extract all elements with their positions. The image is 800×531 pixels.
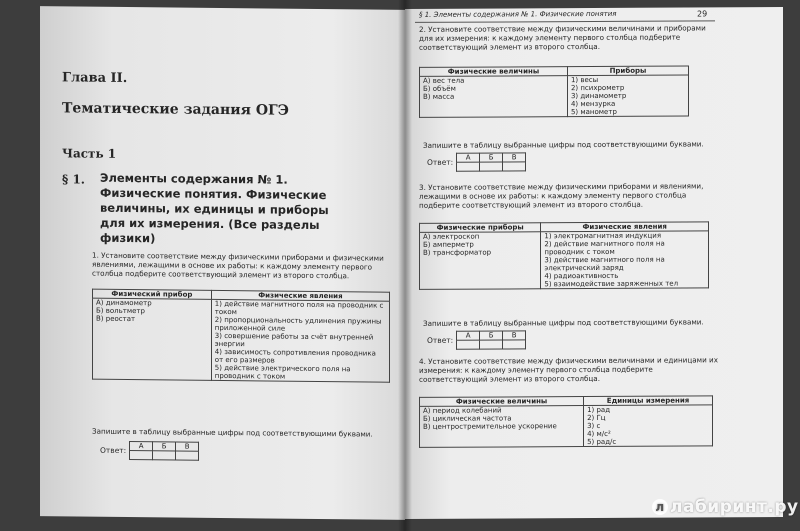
task-1-col2 [211, 299, 389, 382]
table-cell: 4) радиоактивность [544, 271, 619, 281]
task-2-text: 2. Установите соответствие между физическими величинами и приборами для их измерения: к каждому элементу первого столбца подберите соответствующий элемент из второго столбца. [419, 23, 706, 52]
task-1-table [92, 289, 390, 383]
table-cell: В) масса [423, 92, 455, 101]
task-4-col2 [584, 405, 713, 447]
part-heading: Часть 1 [62, 146, 117, 161]
answer-label: Ответ: [427, 335, 454, 345]
table-cell: 1) весы [570, 75, 599, 85]
answer-cell [480, 340, 503, 349]
table-cell: Б) циклическая частота [423, 414, 512, 423]
answer-cell [480, 162, 503, 171]
right-page [405, 7, 783, 519]
answer-grid [456, 152, 526, 171]
task-2-col1 [420, 76, 568, 118]
answer-letter: В [503, 331, 526, 340]
watermark [652, 497, 799, 517]
task-1-col1-header: Физический прибор [93, 289, 212, 299]
task-2-instruction: Запишите в таблицу выбранные цифры под соответствующими буквами. [423, 139, 704, 150]
running-header: § 1. Элементы содержания № 1. Физические понятия [419, 9, 617, 19]
answer-grid [456, 330, 526, 349]
answer-cell [457, 162, 480, 171]
page-number: 29 [697, 9, 708, 19]
task-3-col1 [420, 232, 541, 290]
task-3-col2 [541, 231, 709, 289]
section-number: § 1. [62, 172, 85, 187]
chapter-heading: Глава II. [62, 70, 128, 87]
answer-label: Ответ: [427, 157, 454, 167]
task-3-instruction: Запишите в таблицу выбранные цифры под соответствующими буквами. [423, 317, 704, 328]
table-cell: 2) действие магнитного поля на проводник с током [544, 239, 665, 257]
table-cell: 1) действие магнитного поля на проводник с током [214, 299, 384, 317]
task-4-text: 4. Установите соответствие между физическими величинами и единицами их измерения: к каждому элементу первого столбца подберите соответствующий элемент из второго столбца. [419, 355, 718, 384]
table-cell: 2) Гц [587, 413, 606, 423]
table-cell: 1) рад [587, 405, 611, 415]
answer-cell [503, 162, 526, 171]
answer-letter: А [457, 331, 480, 340]
table-cell: 5) взаимодействие заряженных тел [544, 279, 679, 289]
table-cell: В) реостат [96, 314, 136, 324]
left-page [40, 6, 405, 520]
table-cell: 3) действие магнитного поля на электрический заряд [544, 255, 665, 273]
book-spine-shadow [398, 0, 412, 531]
table-cell: 5) рад/с [587, 437, 617, 447]
task-3-table [419, 221, 709, 290]
task-2-table [419, 66, 689, 118]
table-cell: Б) вольтметр [96, 306, 145, 316]
table-cell: А) вес тела [423, 76, 465, 85]
answer-letter: В [176, 442, 199, 451]
table-cell: 4) м/с² [587, 429, 611, 439]
table-cell: В) трансформатор [423, 248, 492, 257]
task-3-answer [427, 330, 526, 350]
table-cell: Б) амперметр [423, 240, 474, 249]
task-2-col1-header: Физические величины [420, 67, 568, 77]
task-4-col2-header: Единицы измерения [584, 396, 713, 406]
table-cell: 5) действие электрического поля на проводник с током [214, 363, 351, 381]
table-cell: Б) объём [423, 84, 456, 93]
table-cell: 4) зависимость сопротивления проводника от его размеров [214, 347, 376, 365]
table-cell: 5) манометр [570, 107, 617, 117]
answer-label: Ответ: [100, 445, 127, 455]
answer-cell [153, 451, 176, 460]
table-cell: 2) психрометр [570, 83, 625, 93]
chapter-title: Тематические задания ОГЭ [62, 100, 289, 119]
task-2-answer [427, 152, 526, 172]
table-cell: 1) электромагнитная индукция [544, 231, 662, 241]
task-3-col2-header: Физические явления [541, 222, 709, 232]
answer-letter: Б [153, 442, 176, 451]
answer-letter: А [130, 442, 153, 451]
labirint-logo-icon: л [652, 499, 668, 515]
watermark-text: лабиринт.ру [670, 497, 799, 517]
table-cell: 2) пропорциональность удлинения пружины приложенной силе [214, 315, 382, 333]
answer-letter: Б [480, 153, 503, 162]
task-1-text: 1. Установите соответствие между физическими приборами и физическими явлениями, лежащими в основе их работы: к каждому элементу первого столбца подберите соответствующий элемент из второго столбца. [92, 250, 384, 281]
task-1-col1 [93, 298, 212, 380]
table-cell: А) период колебаний [423, 406, 502, 415]
task-1-instruction: Запишите в таблицу выбранные цифры под соответствующими буквами. [92, 426, 373, 439]
task-2-col2 [567, 75, 688, 117]
answer-cell [503, 340, 526, 349]
answer-cell [176, 451, 199, 460]
table-cell: А) динамометр [96, 298, 152, 308]
table-cell: В) центростремительное ускорение [423, 422, 557, 431]
table-cell: 3) совершение работы за счёт внутренней энергии [214, 331, 374, 349]
answer-letter: Б [480, 331, 503, 340]
table-cell: 3) динамометр [570, 91, 627, 101]
task-4-col1-header: Физические величины [420, 397, 584, 407]
task-1-answer [100, 441, 199, 461]
answer-grid [129, 441, 199, 461]
task-3-col1-header: Физические приборы [420, 223, 541, 233]
answer-letter: В [503, 153, 526, 162]
answer-cell [130, 451, 153, 460]
table-cell: 4) мензурка [570, 99, 616, 109]
header-rule [415, 20, 715, 23]
task-4-col1 [420, 406, 584, 448]
task-4-table [419, 395, 713, 448]
task-3-text: 3. Установите соответствие между физическими приборами и явлениями, лежащими в основе их работы: к каждому элементу первого столбца подберите соответствующий элемент из второго столбца. [419, 181, 704, 210]
answer-cell [457, 340, 480, 349]
table-cell: 3) с [587, 421, 601, 431]
table-cell: А) электроскоп [423, 232, 480, 241]
task-2-col2-header: Приборы [567, 66, 688, 76]
section-title: Элементы содержания № 1. Физические понятия. Физические величины, их единицы и приборы для их измерения. (Все разделы физики) [100, 170, 329, 246]
task-1-col2-header: Физические явления [211, 290, 389, 301]
answer-letter: А [457, 153, 480, 162]
